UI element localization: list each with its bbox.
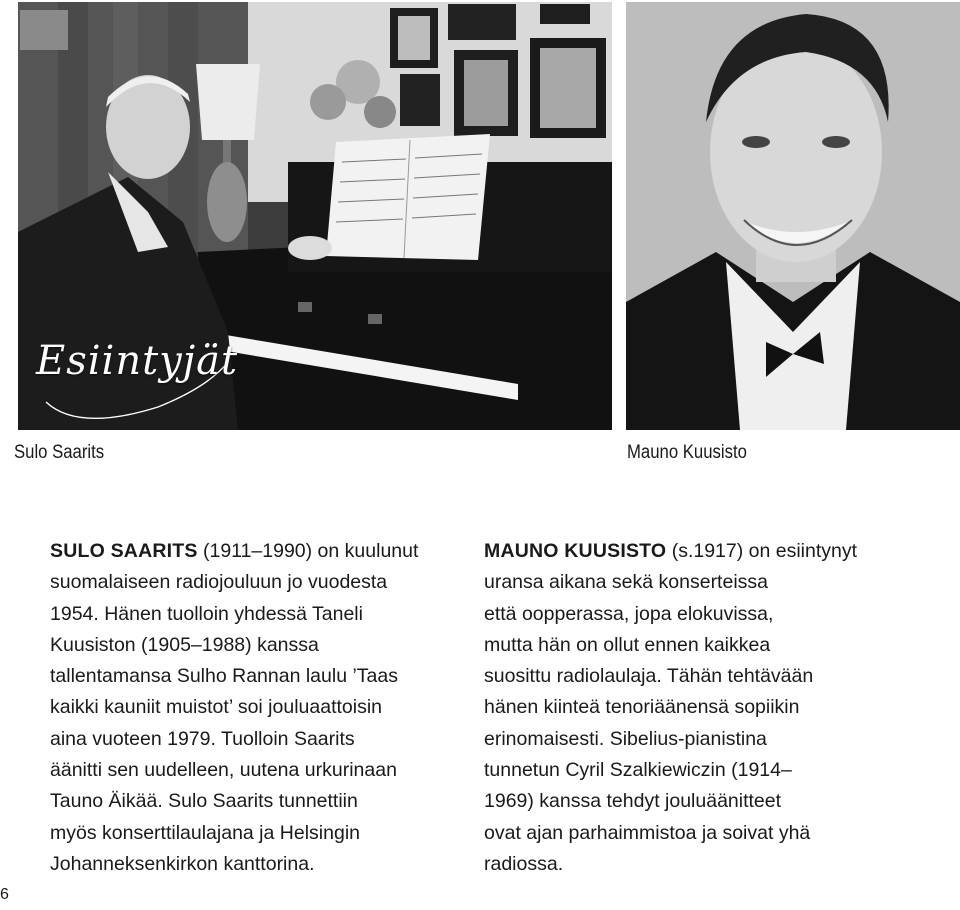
bio-line: ovat ajan parhaimmistoa ja soivat yhä [484, 821, 811, 844]
bio-line: hänen kiinteä tenoriäänensä sopiikin [484, 696, 800, 719]
bio-line: tunnetun Cyril Szalkiewiczin (1914– [484, 759, 792, 782]
bio-name: MAUNO KUUSISTO [484, 540, 667, 562]
bio-line: myös konserttilaulajana ja Helsingin [50, 821, 360, 844]
bio-text: (s.1917) on esiintynyt [666, 540, 858, 562]
bio-line: kaikki kauniit muistot’ soi jouluaattoisin [50, 696, 383, 719]
bio-line: radiossa. [484, 852, 564, 875]
bio-line: 1954. Hänen tuolloin yhdessä Taneli [50, 602, 363, 625]
bio-mauno-kuusisto [484, 536, 894, 880]
bio-line: uransa aikana sekä konserteissa [484, 571, 768, 594]
bio-line: että oopperassa, jopa elokuvissa, [484, 602, 774, 625]
photo-caption-right: Mauno Kuusisto [627, 442, 747, 463]
bio-line: erinomaisesti. Sibelius-pianistina [484, 727, 767, 750]
bio-name: SULO SAARITS [50, 540, 198, 562]
bio-line: aina vuoteen 1979. Tuolloin Saarits [50, 727, 355, 750]
bio-line [484, 536, 894, 567]
section-heading: Esiintyjät [36, 338, 239, 384]
photo-mauno-kuusisto [626, 2, 960, 430]
bio-line: suomalaiseen radiojouluun jo vuodesta [50, 571, 388, 594]
bio-line [50, 536, 460, 567]
bio-line: tallentamansa Sulho Rannan laulu ’Taas [50, 665, 398, 688]
photo-caption-left: Sulo Saarits [14, 442, 105, 463]
bio-line: Johanneksenkirkon kanttorina. [50, 852, 315, 875]
bio-sulo-saarits [50, 536, 460, 880]
page-number: 6 [0, 886, 9, 903]
bio-line: mutta hän on ollut ennen kaikkea [484, 633, 771, 656]
bio-line: 1969) kanssa tehdyt jouluäänitteet [484, 790, 782, 813]
bio-text: (1911–1990) on kuulunut [197, 540, 419, 562]
bio-line: suosittu radiolaulaja. Tähän tehtävään [484, 665, 814, 688]
bio-line: Kuusiston (1905–1988) kanssa [50, 633, 319, 656]
bio-line: äänitti sen uudelleen, uutena urkurinaan [50, 759, 397, 782]
bio-line: Tauno Äikää. Sulo Saarits tunnettiin [50, 790, 358, 813]
